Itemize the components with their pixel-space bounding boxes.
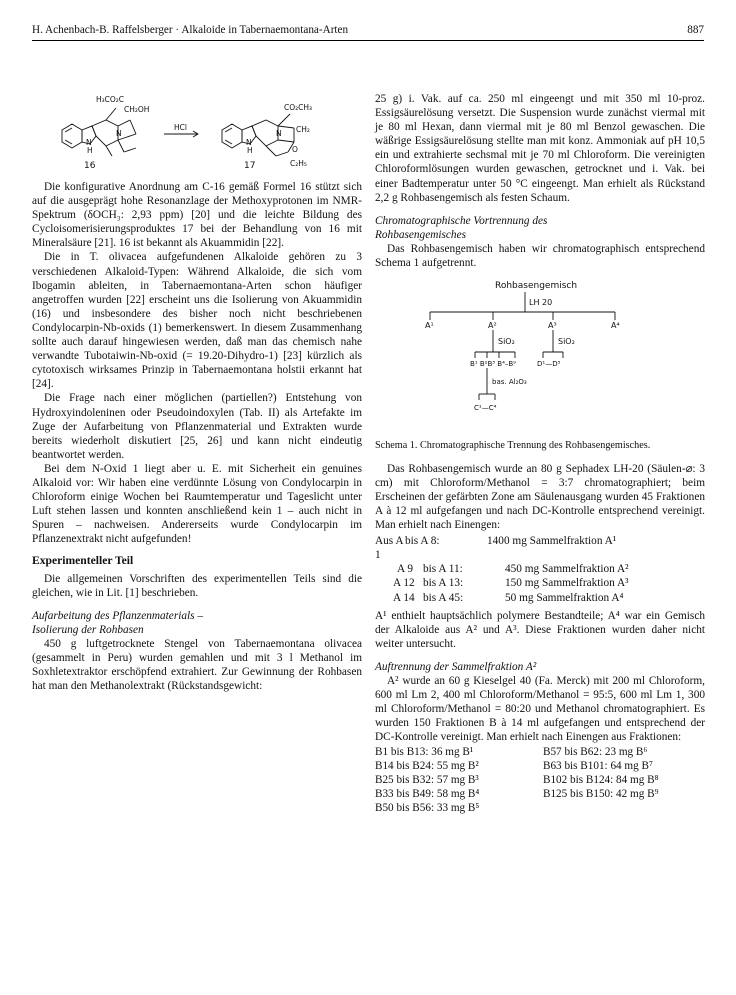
fraction-row: [375, 562, 705, 576]
scheme-a1: A¹: [425, 321, 434, 331]
scheme-a4: A⁴: [611, 321, 620, 331]
right-column: [375, 92, 705, 815]
subsection-heading-line: Chromatographische Vortrennung des: [375, 214, 548, 227]
paragraph: Die konfigurative Anordnung am C-16 gemäß Formel 16 stützt sich auf die ausgeprägt hohe Resonanzlage der Methoxyprotonen im NMR-Spektrum (δOCH₃: 2,93 ppm) [20] und die leichte Bildung des Cycloisomerisierungsproduktes 17 bei der Behandlung von 16 mit Mineralsäure [21]. 16 ist bekannt als Akuammidin [22].: [32, 181, 362, 250]
b-fraction-list: [375, 745, 705, 815]
formula-17-oxygen: O: [292, 145, 298, 154]
formula-16-hydroxymethyl: CH₂OH: [124, 105, 150, 114]
scheme-b-fractions: B¹ B²B³ B⁴–B⁹: [470, 360, 516, 369]
scheme-root: Rohbasengemisch: [495, 281, 578, 292]
subsection-heading: [32, 609, 362, 637]
chromatography-scheme: [375, 276, 705, 428]
list-item: B125 bis B150: 42 mg B⁹: [543, 787, 659, 800]
fraction-table: [375, 534, 705, 604]
formula-17-ch2: CH₂: [296, 125, 310, 134]
subsection-heading-line: Rohbasengemisches: [375, 228, 466, 241]
fraction-from: Aus A 1: [375, 535, 403, 562]
scheme-lh20: LH 20: [529, 298, 553, 308]
scheme-al2o3: bas. Al₂O₃: [492, 378, 527, 387]
formula-16-ester: H₃CO₂C: [96, 95, 125, 104]
paragraph: Bei dem N-Oxid 1 liegt aber u. E. mit Sicherheit ein genuines Alkaloid vor: Wir haben eine verdünnte Lösung von Condylocarpin in Chloroform einige Wochen bei Raumtemperatur und Tageslicht unter Luft stehen lassen und konnten anschließend kein 1 – auch nicht in Spuren – nachweisen. Andererseits wurde Condylocarpin im Pflanzenextrakt nicht aufgefunden!: [32, 462, 362, 546]
page-number: 887: [687, 24, 704, 36]
paragraph: Die allgemeinen Vorschriften des experimentellen Teils sind die gleichen, wie in Lit. [1] beschrieben.: [32, 572, 362, 599]
list-item: B33 bis B49: 58 mg B⁴: [375, 787, 480, 800]
list-item: B63 bis B101: 64 mg B⁷: [543, 759, 653, 772]
formula-16-label: 16: [84, 161, 96, 171]
formula-16-h: H: [87, 146, 93, 155]
formula-17-ester: CO₂CH₃: [284, 103, 313, 112]
subsection-heading-line: Isolierung der Rohbasen: [32, 623, 144, 636]
fraction-from: A 9: [397, 563, 414, 576]
fraction-to: bis A 45:: [423, 591, 464, 604]
section-heading: Experimenteller Teil: [32, 554, 134, 568]
paragraph: Das Rohbasengemisch haben wir chromatographisch entsprechend Schema 1 aufgetrennt.: [375, 242, 705, 270]
scheme-c-fractions: C¹—C⁴: [474, 404, 497, 413]
fraction-yield: 150 mg Sammelfraktion A³: [505, 577, 629, 590]
fraction-yield: 50 mg Sammelfraktion A⁴: [505, 591, 624, 604]
running-title: H. Achenbach-B. Raffelsberger · Alkaloide in Tabernaemontana-Arten: [32, 24, 349, 36]
paragraph: Die Frage nach einer möglichen (partiellen?) Entstehung von Hydroxyindoleninen oder Pseudoindoxylen (Tab. II) als Artefakte im Zuge der Aufarbeitung von Pflanzenmaterial und Extrakten wurde bereits wiederholt diskutiert [25, 26] und kann nicht eindeutig beantwortet werden.: [32, 392, 362, 461]
subsection-heading-line: Aufarbeitung des Pflanzenmaterials –: [32, 609, 204, 622]
scheme-a3: A³: [548, 321, 557, 331]
paragraph: A¹ enthielt hauptsächlich polymere Bestandteile; A⁴ war ein Gemisch der Alkaloide aus A² und A³. Diese Fraktionen wurden daher nicht weiter untersucht.: [375, 609, 705, 650]
list-item: B57 bis B62: 23 mg B⁶: [543, 745, 648, 758]
formula-17-label: 17: [244, 161, 256, 171]
left-column: [32, 180, 362, 693]
paragraph: 450 g luftgetrocknete Stengel von Tabernaemontana olivacea (gesammelt in Peru) wurden gemahlen und mit 3 l Methanol im Soxhletextraktor erschöpfend extrahiert. Zur Gewinnung der Rohbasen hat man den Methanolextrakt (Rückstandsgewicht:: [32, 637, 362, 693]
scheme-caption: Schema 1. Chromatographische Trennung des Rohbasengemisches.: [375, 440, 651, 452]
subsection-heading: [375, 214, 705, 242]
formula-scheme: [32, 90, 362, 176]
fraction-to: bis A 13:: [423, 577, 464, 590]
list-item: B50 bis B56: 33 mg B⁵: [375, 801, 480, 814]
formula-16-n-basic: N: [116, 129, 122, 138]
running-header: [32, 22, 704, 41]
formula-17-n-indole: N: [246, 138, 252, 147]
list-item: B1 bis B13: 36 mg B¹: [375, 745, 474, 758]
list-item: B14 bis B24: 55 mg B²: [375, 759, 479, 772]
fraction-yield: 1400 mg Sammelfraktion A¹: [487, 535, 617, 548]
scheme-sio2: SiO₂: [498, 337, 515, 347]
reagent-label: HCl: [174, 123, 187, 132]
list-item: B102 bis B124: 84 mg B⁸: [543, 773, 659, 786]
list-item: B25 bis B32: 57 mg B³: [375, 773, 479, 786]
fraction-from: A 12: [393, 577, 415, 590]
paragraph: A² wurde an 60 g Kieselgel 40 (Fa. Merck) mit 200 ml Chloroform, 600 ml Lm 2, 400 ml Chloroform/Methanol = 95:5, 600 ml Lm 1, 300 ml Chloroform/Methanol = 80:20 und Methanol chromatographiert. Es wurden 150 Fraktionen B à 14 ml aufgefangen und entsprechend der DC-Kontrolle vereinigt. Man erhielt nach Einengen aus Fraktionen:: [375, 675, 705, 744]
scheme-sio2: SiO₂: [558, 337, 575, 347]
fraction-row: [375, 534, 705, 562]
formula-17-ethyl: C₂H₅: [290, 159, 307, 168]
subsection-heading: Auftrennung der Sammelfraktion A²: [375, 660, 537, 673]
fraction-yield: 450 mg Sammelfraktion A²: [505, 563, 629, 576]
fraction-row: [375, 576, 705, 590]
fraction-to: bis A 11:: [423, 563, 463, 576]
fraction-from: A 14: [393, 591, 415, 604]
formula-16-n-indole: N: [86, 138, 92, 147]
scheme-d-fractions: D¹—D⁵: [537, 360, 561, 369]
paragraph: 25 g) i. Vak. auf ca. 250 ml eingeengt und mit 350 ml 10-proz. Essigsäurelösung versetzt. Die Suspension wurde zunächst viermal mit je 80 ml Hexan, dann viermal mit je 80 ml Benzol gewaschen. Die wäßrige Essigsäurelösung stellte man mit konz. Ammoniak auf pH 10,5 ein und extrahierte sechsmal mit je 70 ml Chloroform. Die vereinigten Chloroformlösungen wurden gewaschen, getrocknet und i. Vak. bei einer Badtemperatur unter 50 °C eingeengt. Man erhielt als Rückstand 2,2 g Rohbasengemisch als festen Schaum.: [375, 93, 705, 204]
fraction-to: bis A 8:: [405, 535, 440, 548]
formula-17-h: H: [247, 146, 253, 155]
formula-17-n-basic: N: [276, 129, 282, 138]
paragraph: Das Rohbasengemisch wurde an 80 g Sephadex LH-20 (Säulen-⌀: 3 cm) mit Chloroform/Methanol = 3:7 chromatographiert; beim Erscheinen der gefärbten Zone am Säulenausgang wurden 45 Fraktionen A à 12 ml aufgefangen und nach DC-Kontrolle entsprechend vereinigt. Man erhielt nach Einengen:: [375, 462, 705, 532]
scheme-a2: A²: [488, 321, 497, 331]
fraction-row: [375, 591, 705, 605]
paragraph: Die in T. olivacea aufgefundenen Alkaloide gehören zu 3 verschiedenen Alkaloid-Typen: Während Alkaloide, die sich vom Ibogamin ableiten, in Tabernaemontana-Arten schon häufiger angetroffen wurden [22] erscheint uns die Isolierung von Akuammidin (16) und insbesondere des bisher noch nicht beschriebenen Condylocarpin-Nb-oxids (1) bemerkenswert. In diesem Zusammenhang sollte auch darauf hingewiesen werden, daß man das chemisch nahe verwandte Tubotaiwin-Nb-oxid (= 19.20-Dihydro-1) [23] kürzlich als cytotoxisch wirksames Prinzip in Tabernaemontana holstii erkannt hat [24].: [32, 251, 362, 391]
